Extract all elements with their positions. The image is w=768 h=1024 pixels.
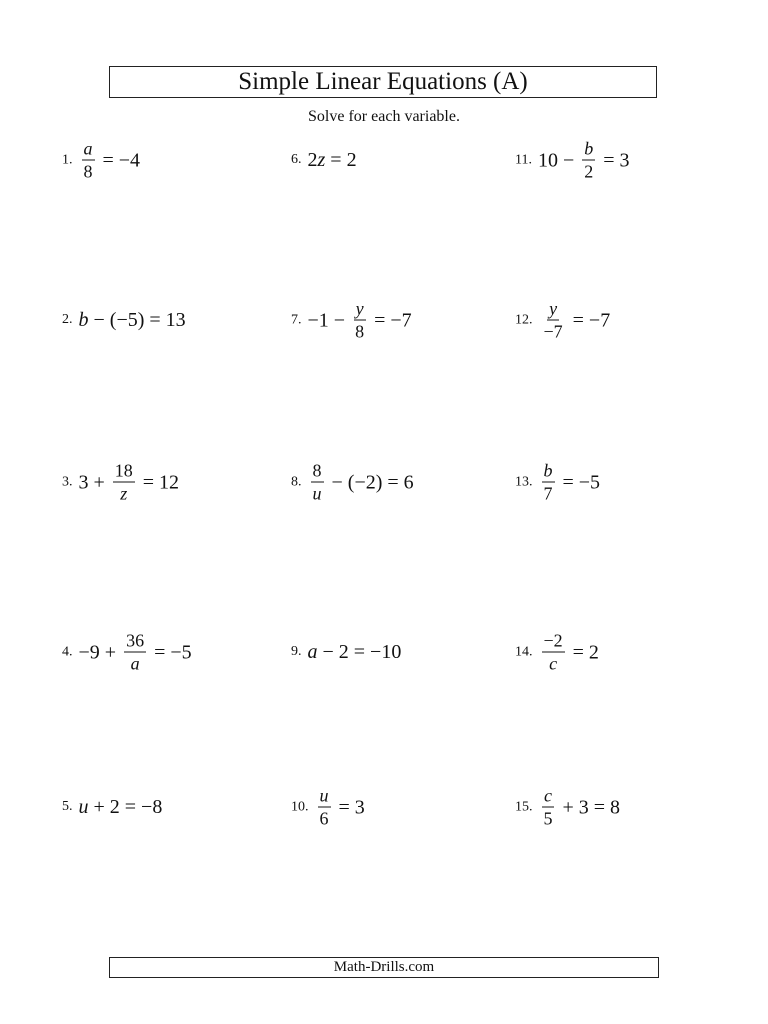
instructions: Solve for each variable.	[308, 108, 460, 125]
equation-text: −1 −	[307, 309, 351, 331]
equation-text: 2z = 2	[307, 149, 357, 171]
problem-number: 4.	[62, 644, 73, 659]
problem-number: 12.	[515, 312, 533, 327]
numerator: a	[83, 138, 93, 159]
problem-number: 7.	[291, 312, 302, 327]
numerator: b	[584, 138, 594, 159]
problem-number: 11.	[515, 152, 532, 167]
fraction	[82, 140, 95, 181]
equation-text: = −4	[97, 149, 141, 171]
problem-5	[62, 797, 162, 817]
denominator: 6	[319, 808, 329, 829]
denominator: 8	[83, 161, 93, 182]
equation-text: 10 −	[537, 149, 580, 171]
equation-text: b − (−5) = 13	[78, 309, 186, 331]
equation-text: = 12	[137, 471, 180, 493]
fraction	[542, 632, 565, 673]
problem-2	[62, 310, 186, 330]
fraction	[542, 462, 555, 503]
equation-text: = −7	[369, 309, 412, 331]
problem-number: 3.	[62, 474, 73, 489]
denominator: 7	[543, 483, 553, 504]
problem-number: 14.	[515, 644, 533, 659]
denominator: −7	[543, 321, 563, 342]
fraction	[542, 300, 565, 341]
numerator: 36	[126, 630, 145, 651]
problem-number: 6.	[291, 152, 302, 167]
fraction	[311, 462, 324, 503]
fraction	[542, 787, 555, 828]
equation-text: u + 2 = −8	[78, 796, 163, 818]
problem-8	[291, 462, 414, 503]
equation-text: = −5	[149, 641, 192, 663]
fraction	[113, 462, 135, 503]
equation-text: 3 +	[78, 471, 110, 493]
equation-text: = 3	[333, 796, 365, 818]
problem-7	[291, 300, 412, 341]
problem-10	[291, 787, 365, 828]
problem-1	[62, 140, 140, 181]
denominator: 8	[355, 321, 365, 342]
equation-text: + 3 = 8	[557, 796, 621, 818]
numerator: u	[319, 785, 329, 806]
problem-number: 1.	[62, 152, 73, 167]
fraction	[582, 140, 595, 181]
equation-text: = −5	[557, 471, 601, 493]
worksheet-title: Simple Linear Equations (A)	[109, 66, 657, 98]
problem-15	[515, 787, 620, 828]
equation-text: = 2	[567, 641, 599, 663]
numerator: −2	[543, 630, 563, 651]
numerator: y	[549, 298, 558, 319]
numerator: b	[543, 460, 553, 481]
problem-number: 5.	[62, 799, 73, 814]
problem-3	[62, 462, 179, 503]
problem-number: 10.	[291, 799, 309, 814]
problem-11	[515, 140, 630, 181]
denominator: 5	[543, 808, 553, 829]
equation-text: − (−2) = 6	[326, 471, 414, 493]
numerator: c	[544, 785, 552, 806]
equation-text: −9 +	[78, 641, 122, 663]
fraction	[318, 787, 331, 828]
problem-number: 8.	[291, 474, 302, 489]
denominator: 2	[584, 161, 594, 182]
denominator: a	[130, 653, 140, 674]
problem-number: 2.	[62, 312, 73, 327]
equation-text: = 3	[598, 149, 630, 171]
equation-text: = −7	[567, 309, 611, 331]
fraction	[353, 300, 366, 341]
problem-6	[291, 150, 357, 170]
equation-text: a − 2 = −10	[307, 641, 402, 663]
problem-12	[515, 300, 610, 341]
denominator: z	[120, 483, 128, 504]
problem-number: 13.	[515, 474, 533, 489]
problem-14	[515, 632, 599, 673]
denominator: u	[312, 483, 322, 504]
denominator: c	[549, 653, 558, 674]
problem-13	[515, 462, 600, 503]
problem-number: 9.	[291, 644, 302, 659]
numerator: y	[355, 298, 364, 319]
problem-9	[291, 642, 401, 662]
numerator: 18	[114, 460, 133, 481]
problem-number: 15.	[515, 799, 533, 814]
footer-credit: Math-Drills.com	[109, 957, 659, 978]
numerator: 8	[312, 460, 322, 481]
problem-4	[62, 632, 192, 673]
fraction	[124, 632, 146, 673]
